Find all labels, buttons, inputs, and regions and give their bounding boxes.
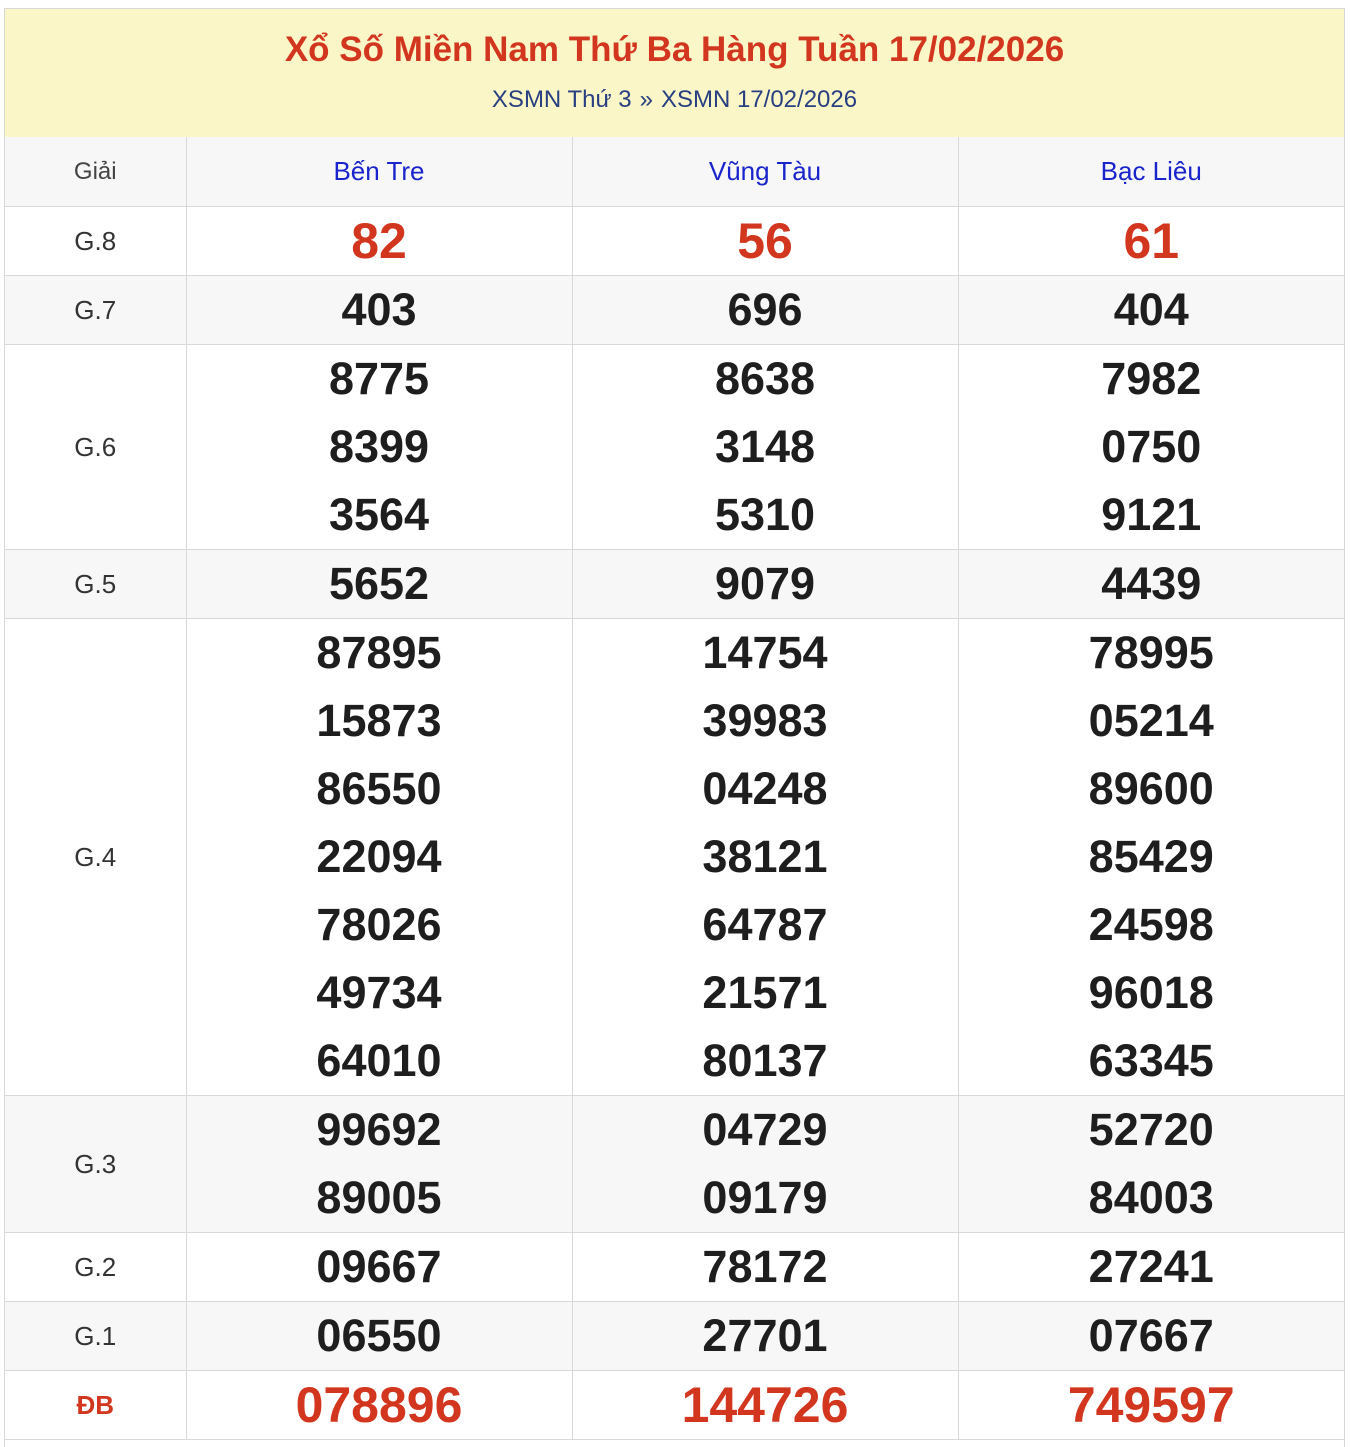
table-row [5,550,1344,619]
prize-column-header: Giải [5,137,186,207]
table-row [5,1371,1344,1440]
lottery-number: 89005 [316,1172,442,1223]
lottery-number: 56 [737,213,793,269]
breadcrumb-link-xsmn-thu-3[interactable]: XSMN Thứ 3 [491,86,632,113]
lottery-number: 09667 [316,1241,442,1292]
lottery-number: 49734 [316,967,442,1018]
lottery-number: 749597 [1067,1377,1235,1433]
result-cell [572,1371,958,1440]
result-cell [186,1302,572,1371]
lottery-number: 09179 [702,1172,828,1223]
lottery-number: 15873 [316,695,442,746]
lottery-number: 144726 [681,1377,849,1433]
province-header-vung-tau[interactable]: Vũng Tàu [572,137,958,207]
lottery-number: 78172 [702,1241,828,1292]
table-row [5,207,1344,276]
result-cell [186,1096,572,1233]
result-cell [958,276,1344,345]
lottery-number: 04729 [702,1104,828,1155]
lottery-number: 07667 [1088,1310,1214,1361]
lottery-number: 9121 [1101,489,1202,540]
lottery-number: 403 [341,284,417,335]
breadcrumb-separator: » [639,86,653,113]
lottery-number: 64010 [316,1035,442,1086]
lottery-number: 8775 [328,353,430,404]
table-row [5,619,1344,1096]
lottery-number: 696 [727,284,803,335]
breadcrumb-link-xsmn-date[interactable]: XSMN 17/02/2026 [660,86,858,113]
lottery-number: 85429 [1088,831,1214,882]
table-row [5,276,1344,345]
lottery-number: 86550 [316,763,442,814]
result-cell [186,1233,572,1302]
result-cell [572,1233,958,1302]
lottery-number: 22094 [316,831,442,882]
result-cell [958,1371,1344,1440]
prize-label: G.8 [5,207,186,276]
results-table [5,137,1344,1440]
lottery-number: 0750 [1101,421,1202,472]
table-header-row [5,137,1344,207]
result-cell [186,550,572,619]
lottery-number: 14754 [702,627,828,678]
lottery-number: 078896 [295,1377,463,1433]
lottery-number: 8638 [714,353,816,404]
prize-label: ĐB [5,1371,186,1440]
lottery-number: 06550 [316,1310,442,1361]
prize-label: G.1 [5,1302,186,1371]
result-cell [958,207,1344,276]
table-row [5,1096,1344,1233]
page-title: Xổ Số Miền Nam Thứ Ba Hàng Tuần 17/02/2026 [284,30,1065,69]
results-frame [4,8,1345,1447]
lottery-number: 8399 [328,421,430,472]
result-cell [958,345,1344,550]
result-cell [958,1233,1344,1302]
lottery-number: 27241 [1088,1241,1214,1292]
table-row [5,345,1344,550]
lottery-number: 89600 [1088,763,1214,814]
lottery-number: 27701 [702,1310,828,1361]
result-cell [186,345,572,550]
lottery-number: 80137 [702,1035,828,1086]
lottery-number: 61 [1123,213,1180,269]
lottery-number: 3564 [328,489,430,540]
result-cell [186,276,572,345]
prize-label: G.3 [5,1096,186,1233]
lottery-number: 04248 [702,763,828,814]
lottery-number: 5652 [328,558,430,609]
result-cell [186,619,572,1096]
prize-label: G.7 [5,276,186,345]
result-cell [958,550,1344,619]
lottery-number: 52720 [1088,1104,1214,1155]
result-cell [958,1302,1344,1371]
result-cell [572,207,958,276]
lottery-number: 78995 [1088,627,1214,678]
result-cell [958,1096,1344,1233]
lottery-number: 3148 [714,421,816,472]
result-cell [572,550,958,619]
table-row [5,1233,1344,1302]
lottery-number: 5310 [714,489,816,540]
lottery-number: 96018 [1088,967,1214,1018]
lottery-number: 05214 [1088,695,1214,746]
breadcrumb [5,85,1344,115]
lottery-number: 9079 [714,558,816,609]
lottery-number: 7982 [1101,353,1202,404]
lottery-number: 63345 [1088,1035,1214,1086]
table-row [5,1302,1344,1371]
result-cell [572,345,958,550]
prize-label: G.5 [5,550,186,619]
lottery-number: 404 [1113,284,1189,335]
prize-label: G.4 [5,619,186,1096]
lottery-number: 78026 [316,899,442,950]
lottery-number: 21571 [702,967,828,1018]
prize-label: G.6 [5,345,186,550]
result-cell [186,1371,572,1440]
lottery-number: 39983 [702,695,828,746]
lottery-number: 84003 [1088,1172,1214,1223]
prize-label: G.2 [5,1233,186,1302]
province-header-bac-lieu[interactable]: Bạc Liêu [958,137,1344,207]
results-header [5,9,1344,138]
result-cell [572,1302,958,1371]
result-cell [572,276,958,345]
lottery-number: 38121 [702,831,828,882]
lottery-number: 87895 [316,627,442,678]
lottery-number: 99692 [316,1104,442,1155]
lottery-number: 4439 [1101,558,1202,609]
lottery-number: 24598 [1088,899,1214,950]
lottery-number: 64787 [702,899,828,950]
result-cell [958,619,1344,1096]
result-cell [186,207,572,276]
result-cell [572,619,958,1096]
result-cell [572,1096,958,1233]
lottery-number: 82 [351,213,407,269]
province-header-ben-tre[interactable]: Bến Tre [186,137,572,207]
